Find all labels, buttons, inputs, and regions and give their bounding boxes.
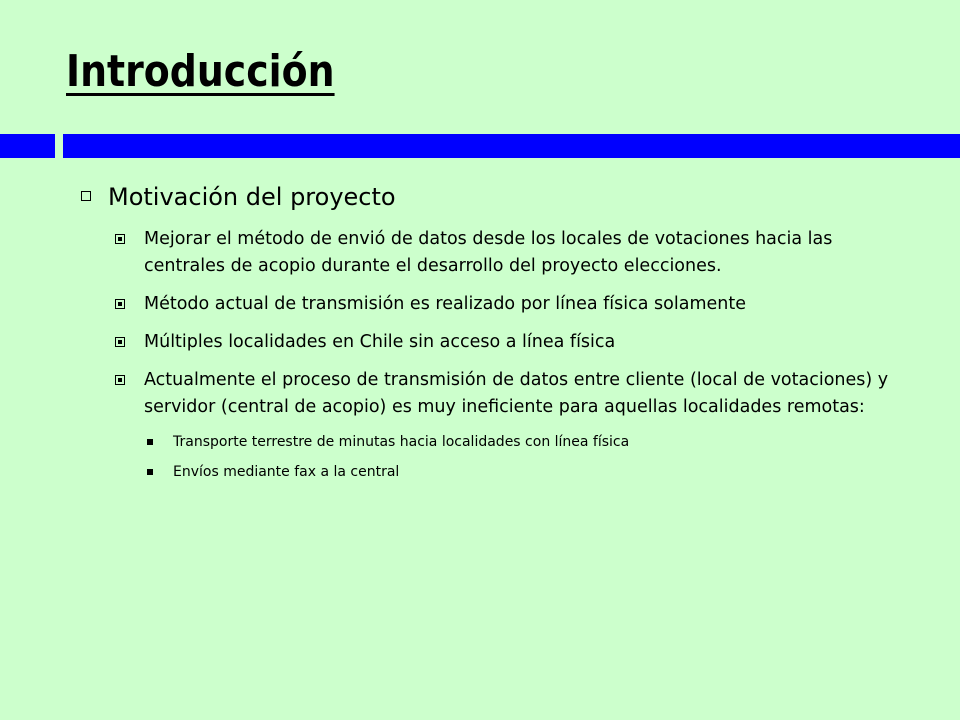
bullet-point-3: [78, 329, 898, 356]
sub-bullet-point-text: Transporte terrestre de minutas hacia localidades con línea física: [173, 434, 630, 450]
sub-bullet-point-2: [78, 462, 898, 482]
filled-square-bullet-icon: [147, 439, 153, 445]
bullet-point-text: Múltiples localidades en Chile sin acceso a línea física: [144, 332, 616, 352]
square-bullet-icon: [115, 299, 125, 309]
slide-title: Introducción: [66, 46, 335, 97]
bullet-point-text: Método actual de transmisión es realizado por línea física solamente: [144, 294, 746, 314]
slide-content: [78, 180, 898, 492]
sub-bullet-point-1: [78, 432, 898, 452]
bullet-point-2: [78, 291, 898, 318]
bullet-point-1: [78, 226, 898, 280]
square-bullet-icon: [115, 375, 125, 385]
accent-bar-right: [63, 134, 960, 158]
sub-bullet-point-text: Envíos mediante fax a la central: [173, 464, 400, 480]
accent-bar-left: [0, 134, 55, 158]
hollow-square-bullet-icon: [81, 191, 91, 201]
bullet-point-text: Mejorar el método de envió de datos desde los locales de votaciones hacia las centrales de acopio durante el desarrollo del proyecto elecciones.: [144, 229, 833, 276]
outline-heading-text: Motivación del proyecto: [108, 183, 396, 211]
outline-heading-item: [78, 180, 898, 214]
square-bullet-icon: [115, 234, 125, 244]
square-bullet-icon: [115, 337, 125, 347]
bullet-point-text: Actualmente el proceso de transmisión de datos entre cliente (local de votaciones) y servidor (central de acopio) es muy ineficiente para aquellas localidades remotas:: [144, 370, 889, 417]
filled-square-bullet-icon: [147, 469, 153, 475]
bullet-point-4: [78, 367, 898, 421]
